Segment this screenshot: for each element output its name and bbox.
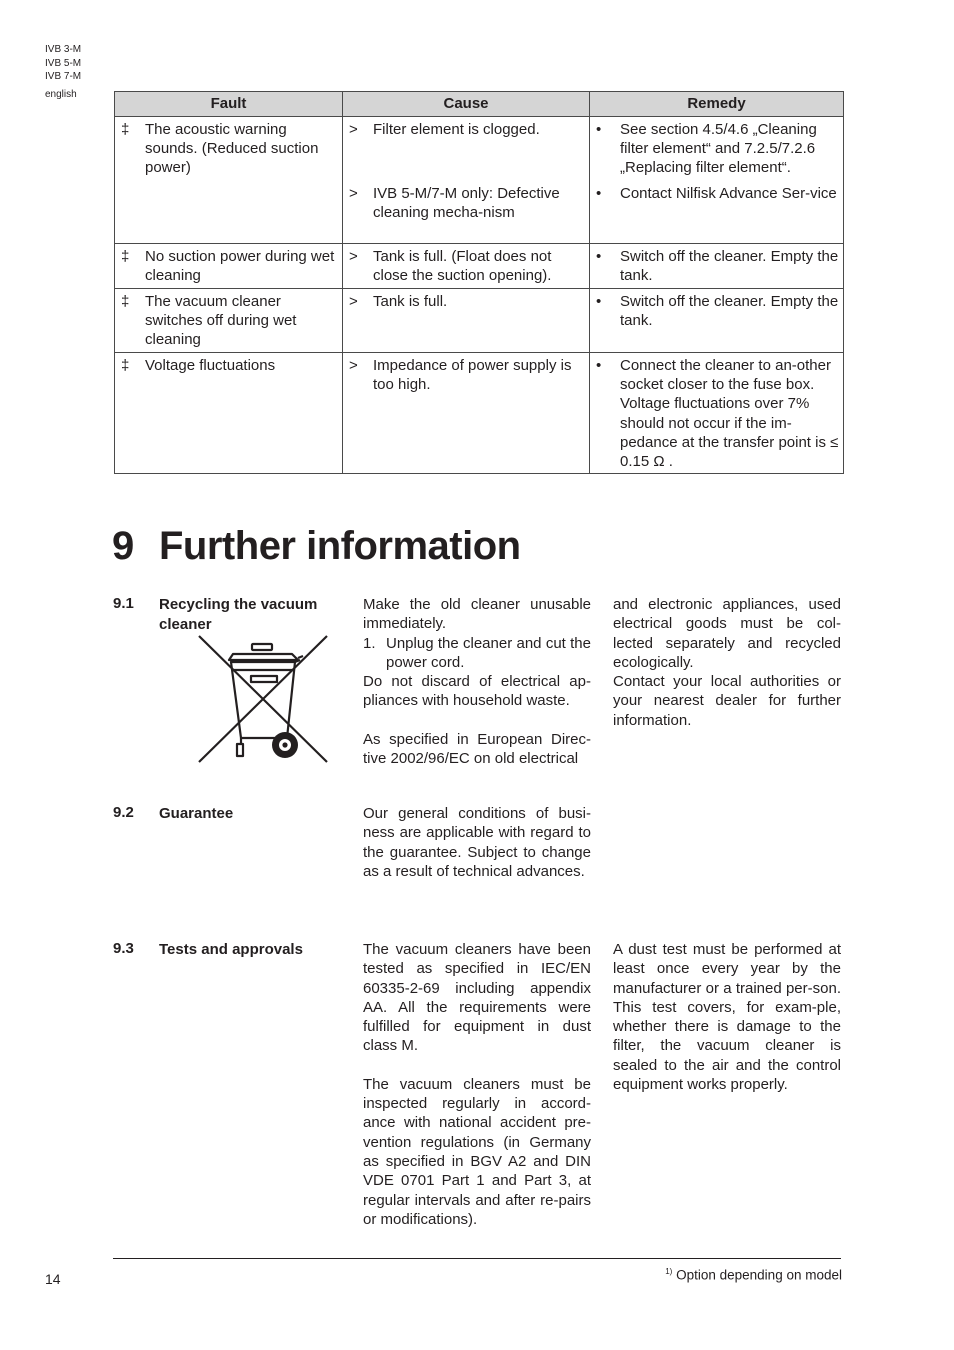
page-number: 14 xyxy=(45,1271,61,1287)
paragraph: Do not discard of electrical ap-pliances with household waste. xyxy=(363,673,591,710)
table-row xyxy=(115,353,844,474)
section-title: Recycling the vacuum cleaner xyxy=(159,596,318,633)
list-text: Unplug the cleaner and cut the power cord. xyxy=(386,634,591,671)
fault-cell xyxy=(115,244,343,289)
footnote-mark: 1) xyxy=(665,1267,673,1276)
cause-cell xyxy=(343,353,590,474)
troubleshooting-table xyxy=(114,91,844,474)
remedy-text: Switch off the cleaner. Empty the tank. xyxy=(620,293,839,330)
table-row xyxy=(115,289,844,353)
cause-text: Tank is full. xyxy=(373,293,448,310)
fault-text: Voltage fluctuations xyxy=(145,357,276,374)
chapter-heading xyxy=(112,524,521,569)
column-header-remedy: Remedy xyxy=(590,92,844,117)
paragraph: Contact your local authorities or your nearest dealer for further information. xyxy=(613,673,841,729)
paragraph: Make the old cleaner unusable immediately. xyxy=(363,596,591,633)
fault-cell xyxy=(115,117,343,244)
crossed-out-wheelie-bin-icon xyxy=(197,634,331,766)
list-number: 1. xyxy=(363,634,376,652)
chapter-title: Further information xyxy=(159,524,521,568)
table-row xyxy=(115,244,844,289)
fault-marker: ‡ xyxy=(121,121,130,138)
section-number: 9.2 xyxy=(113,804,134,821)
paragraph: As specified in European Direc-tive 2002/96/EC on old electrical xyxy=(363,730,591,768)
remedy-bullet: • xyxy=(596,293,602,310)
section-title: Guarantee xyxy=(159,805,234,822)
paragraph: The vacuum cleaners must be inspected regularly in accord-ance with national accident pre-vention regulations (in Germany as specified in BGV A2 and DIN VDE 0701 Part 1 and Part 3, at regular intervals and after re-pairs or modifications). xyxy=(363,1075,591,1228)
cause-text: IVB 5-M/7-M only: Defective cleaning mecha-nism xyxy=(373,185,560,222)
cause-marker: > xyxy=(349,121,358,138)
cause-text: Tank is full. (Float does not close the suction opening). xyxy=(373,248,552,285)
paragraph: Our general conditions of busi-ness are applicable with regard to the guarantee. Subject to change as a result of technical advances. xyxy=(363,805,591,880)
cause-text: Filter element is clogged. xyxy=(373,121,540,138)
recycling-column-1 xyxy=(363,595,591,768)
model-name: IVB 5-M xyxy=(45,57,82,69)
fault-marker: ‡ xyxy=(121,357,130,374)
footnote xyxy=(665,1267,842,1283)
paragraph: and electronic appliances, used electrical goods must be col-lected separately and recycled ecologically. xyxy=(613,596,841,671)
recycling-column-2 xyxy=(613,595,841,730)
paragraph: The vacuum cleaners have been tested as specified in IEC/EN 60335-2-69 including appendix AA. All the requirements were fulfilled for equipment in dust class M. xyxy=(363,941,591,1055)
language-label: english xyxy=(45,89,77,100)
model-name: IVB 7-M xyxy=(45,71,82,82)
cause-cell xyxy=(343,244,590,289)
remedy-cell xyxy=(590,244,844,289)
remedy-cell xyxy=(590,117,844,244)
cause-text: Impedance of power supply is too high. xyxy=(373,357,572,394)
fault-text: The vacuum cleaner switches off during wet cleaning xyxy=(145,293,297,349)
column-header-fault: Fault xyxy=(115,92,343,117)
cause-cell xyxy=(343,117,590,244)
remedy-bullet: • xyxy=(596,248,602,265)
model-list xyxy=(45,43,81,84)
remedy-cell xyxy=(590,353,844,474)
remedy-text: See section 4.5/4.6 „Cleaning filter element“ and 7.2.5/7.2.6 „Replacing filter element“. xyxy=(620,121,817,177)
fault-marker: ‡ xyxy=(121,248,130,265)
section-number: 9.1 xyxy=(113,595,134,612)
column-header-cause: Cause xyxy=(343,92,590,117)
remedy-bullet: • xyxy=(596,357,602,374)
tests-column-2 xyxy=(613,940,841,1094)
remedy-bullet: • xyxy=(596,121,602,138)
guarantee-column-1 xyxy=(363,804,591,881)
footnote-text: Option depending on model xyxy=(676,1267,842,1283)
remedy-text: Switch off the cleaner. Empty the tank. xyxy=(620,248,839,285)
remedy-bullet: • xyxy=(596,185,602,202)
remedy-cell xyxy=(590,289,844,353)
table-row xyxy=(115,117,844,244)
footer-divider xyxy=(113,1258,841,1259)
remedy-text: Contact Nilfisk Advance Ser-vice xyxy=(620,185,837,202)
paragraph: A dust test must be performed at least once every year by the manufacturer or a trained per-son. This test covers, for exam-ple, whether there is damage to the filter, the vacuum cleaner is sealed to the air and the control equipment works properly. xyxy=(613,941,841,1094)
fault-text: The acoustic warning sounds. (Reduced suction power) xyxy=(145,121,319,177)
chapter-number: 9 xyxy=(112,524,134,568)
section-number: 9.3 xyxy=(113,940,134,957)
remedy-text: Connect the cleaner to an-other socket closer to the fuse box. Voltage fluctuations over 7% should not occur if the im-pedance at the transfer point is ≤ 0.15 Ω . xyxy=(620,357,839,471)
cause-cell xyxy=(343,289,590,353)
fault-text: No suction power during wet cleaning xyxy=(145,248,335,285)
cause-marker: > xyxy=(349,248,358,265)
fault-cell xyxy=(115,353,343,474)
fault-cell xyxy=(115,289,343,353)
tests-column-1 xyxy=(363,940,591,1229)
table-header-row xyxy=(115,92,844,117)
section-title: Tests and approvals xyxy=(159,941,303,958)
cause-marker: > xyxy=(349,185,358,202)
model-name: IVB 3-M xyxy=(45,44,82,55)
fault-marker: ‡ xyxy=(121,293,130,310)
cause-marker: > xyxy=(349,357,358,374)
list-item xyxy=(363,634,591,673)
cause-marker: > xyxy=(349,293,358,310)
